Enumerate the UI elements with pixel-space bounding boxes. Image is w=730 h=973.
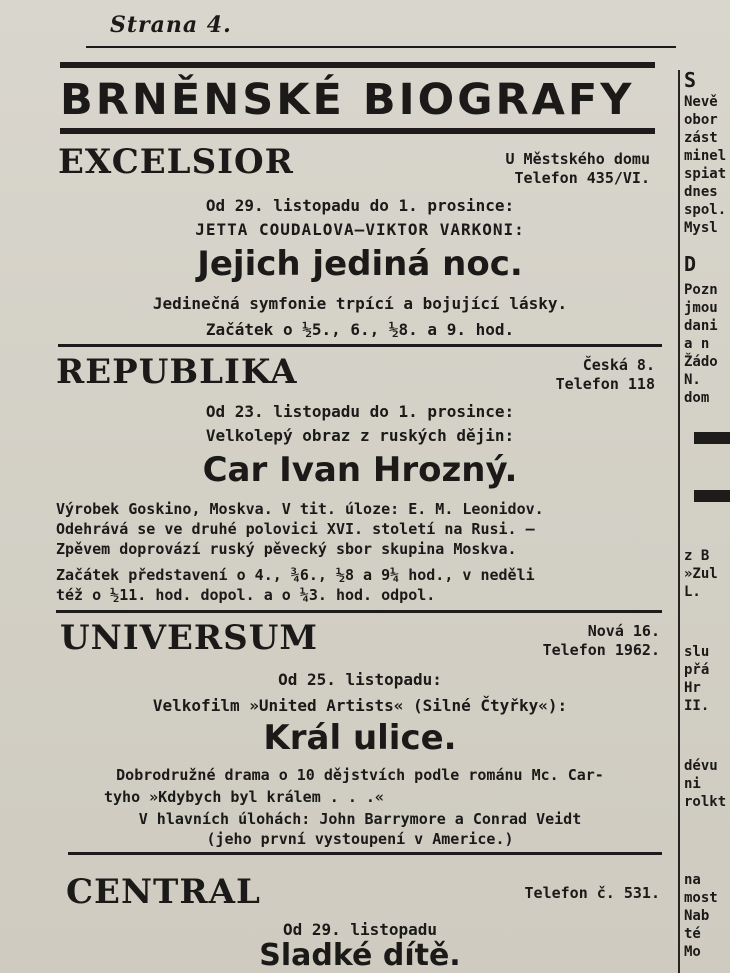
phone-line: Telefon 118	[555, 375, 655, 393]
column-fragment: té	[684, 926, 701, 942]
film-title: Jejich jediná noc.	[197, 244, 523, 284]
divider	[56, 610, 662, 613]
column-fragment: dévu	[684, 758, 718, 774]
column-fragment: obor	[684, 112, 718, 128]
column-fragment: minel	[684, 148, 727, 164]
divider	[86, 46, 676, 48]
screening-dates: Od 29. listopadu	[282, 920, 438, 939]
column-fragment: dnes	[684, 184, 718, 200]
film-title: Car Ivan Hrozný.	[202, 450, 518, 490]
column-fragment: dom	[684, 390, 710, 406]
screening-dates: Od 29. listopadu do 1. prosince:	[205, 196, 515, 215]
column-fragment: Hr	[684, 680, 701, 696]
phone-line: Telefon 1962.	[542, 641, 660, 659]
column-fragment: S	[684, 68, 697, 92]
adjacent-column	[676, 60, 730, 973]
divider	[694, 432, 730, 444]
address-line: U Městského domu	[505, 150, 650, 168]
column-fragment: z B	[684, 548, 710, 564]
column-fragment: Nab	[684, 908, 710, 924]
column-fragment: »Zul	[684, 566, 718, 582]
film-title: Sladké dítě.	[259, 938, 461, 973]
cast: Velkolepý obraz z ruských dějin:	[205, 426, 515, 445]
film-title: Král ulice.	[263, 718, 457, 758]
showtimes: též o ½11. hod. dopol. a o ¼3. hod. odpol.	[56, 586, 436, 604]
column-fragment: na	[684, 872, 701, 888]
film-description: tyho »Kdybych byl králem . . .«	[104, 788, 384, 806]
showtimes: Začátek o ½5., 6., ½8. a 9. hod.	[205, 320, 515, 339]
cinema-name: CENTRAL	[66, 872, 261, 912]
divider	[694, 490, 730, 502]
column-fragment: spol.	[684, 202, 727, 218]
cast: Velkofilm »United Artists« (Silné Čtyřky«):	[152, 696, 568, 715]
column-fragment: Žádo	[684, 354, 718, 370]
cinema-address	[450, 884, 660, 903]
screening-dates: Od 25. listopadu:	[278, 670, 442, 689]
film-description: Jedinečná symfonie trpící a bojující lásky.	[152, 294, 568, 313]
address-line: Nová 16.	[587, 622, 660, 640]
column-fragment: zást	[684, 130, 718, 146]
divider	[58, 344, 662, 347]
column-fragment: N.	[684, 372, 701, 388]
film-description: Výrobek Goskino, Moskva. V tit. úloze: E. M. Leonidov.	[56, 500, 544, 518]
column-fragment: Mo	[684, 944, 701, 960]
film-description: (jeho první vystoupení v Americe.)	[206, 830, 514, 848]
column-fragment: II.	[684, 698, 710, 714]
column-fragment: Mysl	[684, 220, 718, 236]
column-fragment: Nevě	[684, 94, 718, 110]
divider	[68, 852, 662, 855]
film-description: Dobrodružné drama o 10 dějstvích podle románu Mc. Car-	[116, 766, 604, 784]
column-fragment: přá	[684, 662, 710, 678]
column-fragment: Pozn	[684, 282, 718, 298]
cinema-address	[450, 622, 660, 660]
column-fragment: slu	[684, 644, 710, 660]
column-fragment: D	[684, 252, 697, 276]
page-number: Strana 4.	[110, 12, 232, 38]
address-line: Česká 8.	[582, 356, 655, 374]
column-fragment: jmou	[684, 300, 718, 316]
column-fragment: most	[684, 890, 718, 906]
screening-dates: Od 23. listopadu do 1. prosince:	[205, 402, 515, 421]
column-fragment: rolkt	[684, 794, 727, 810]
cinema-name: REPUBLIKA	[56, 352, 298, 392]
column-fragment: dani	[684, 318, 718, 334]
cast: JETTA COUDALOVA—VIKTOR VARKONI:	[195, 220, 525, 239]
cinema-name: EXCELSIOR	[58, 142, 294, 182]
column-fragment: ni	[684, 776, 701, 792]
phone-line: Telefon 435/VI.	[514, 169, 650, 187]
showtimes: Začátek představení o 4., ¾6., ½8 a 9¼ hod., v neděli	[56, 566, 535, 584]
divider	[60, 128, 655, 134]
cinema-name: UNIVERSUM	[60, 618, 319, 658]
cinema-address	[450, 356, 655, 394]
column-fragment: spiat	[684, 166, 727, 182]
film-description: Odehrává se ve druhé polovici XVI. století na Rusi. —	[56, 520, 535, 538]
column-fragment: a n	[684, 336, 710, 352]
phone-line: Telefon č. 531.	[524, 884, 660, 902]
column-fragment: L.	[684, 584, 701, 600]
masthead-title: BRNĚNSKÉ BIOGRAFY	[60, 75, 635, 125]
film-description: Zpěvem doprovází ruský pěvecký sbor skupina Moskva.	[56, 540, 517, 558]
film-description: V hlavních úlohách: John Barrymore a Conrad Veidt	[138, 810, 582, 828]
divider	[60, 62, 655, 68]
cinema-address	[440, 150, 650, 188]
